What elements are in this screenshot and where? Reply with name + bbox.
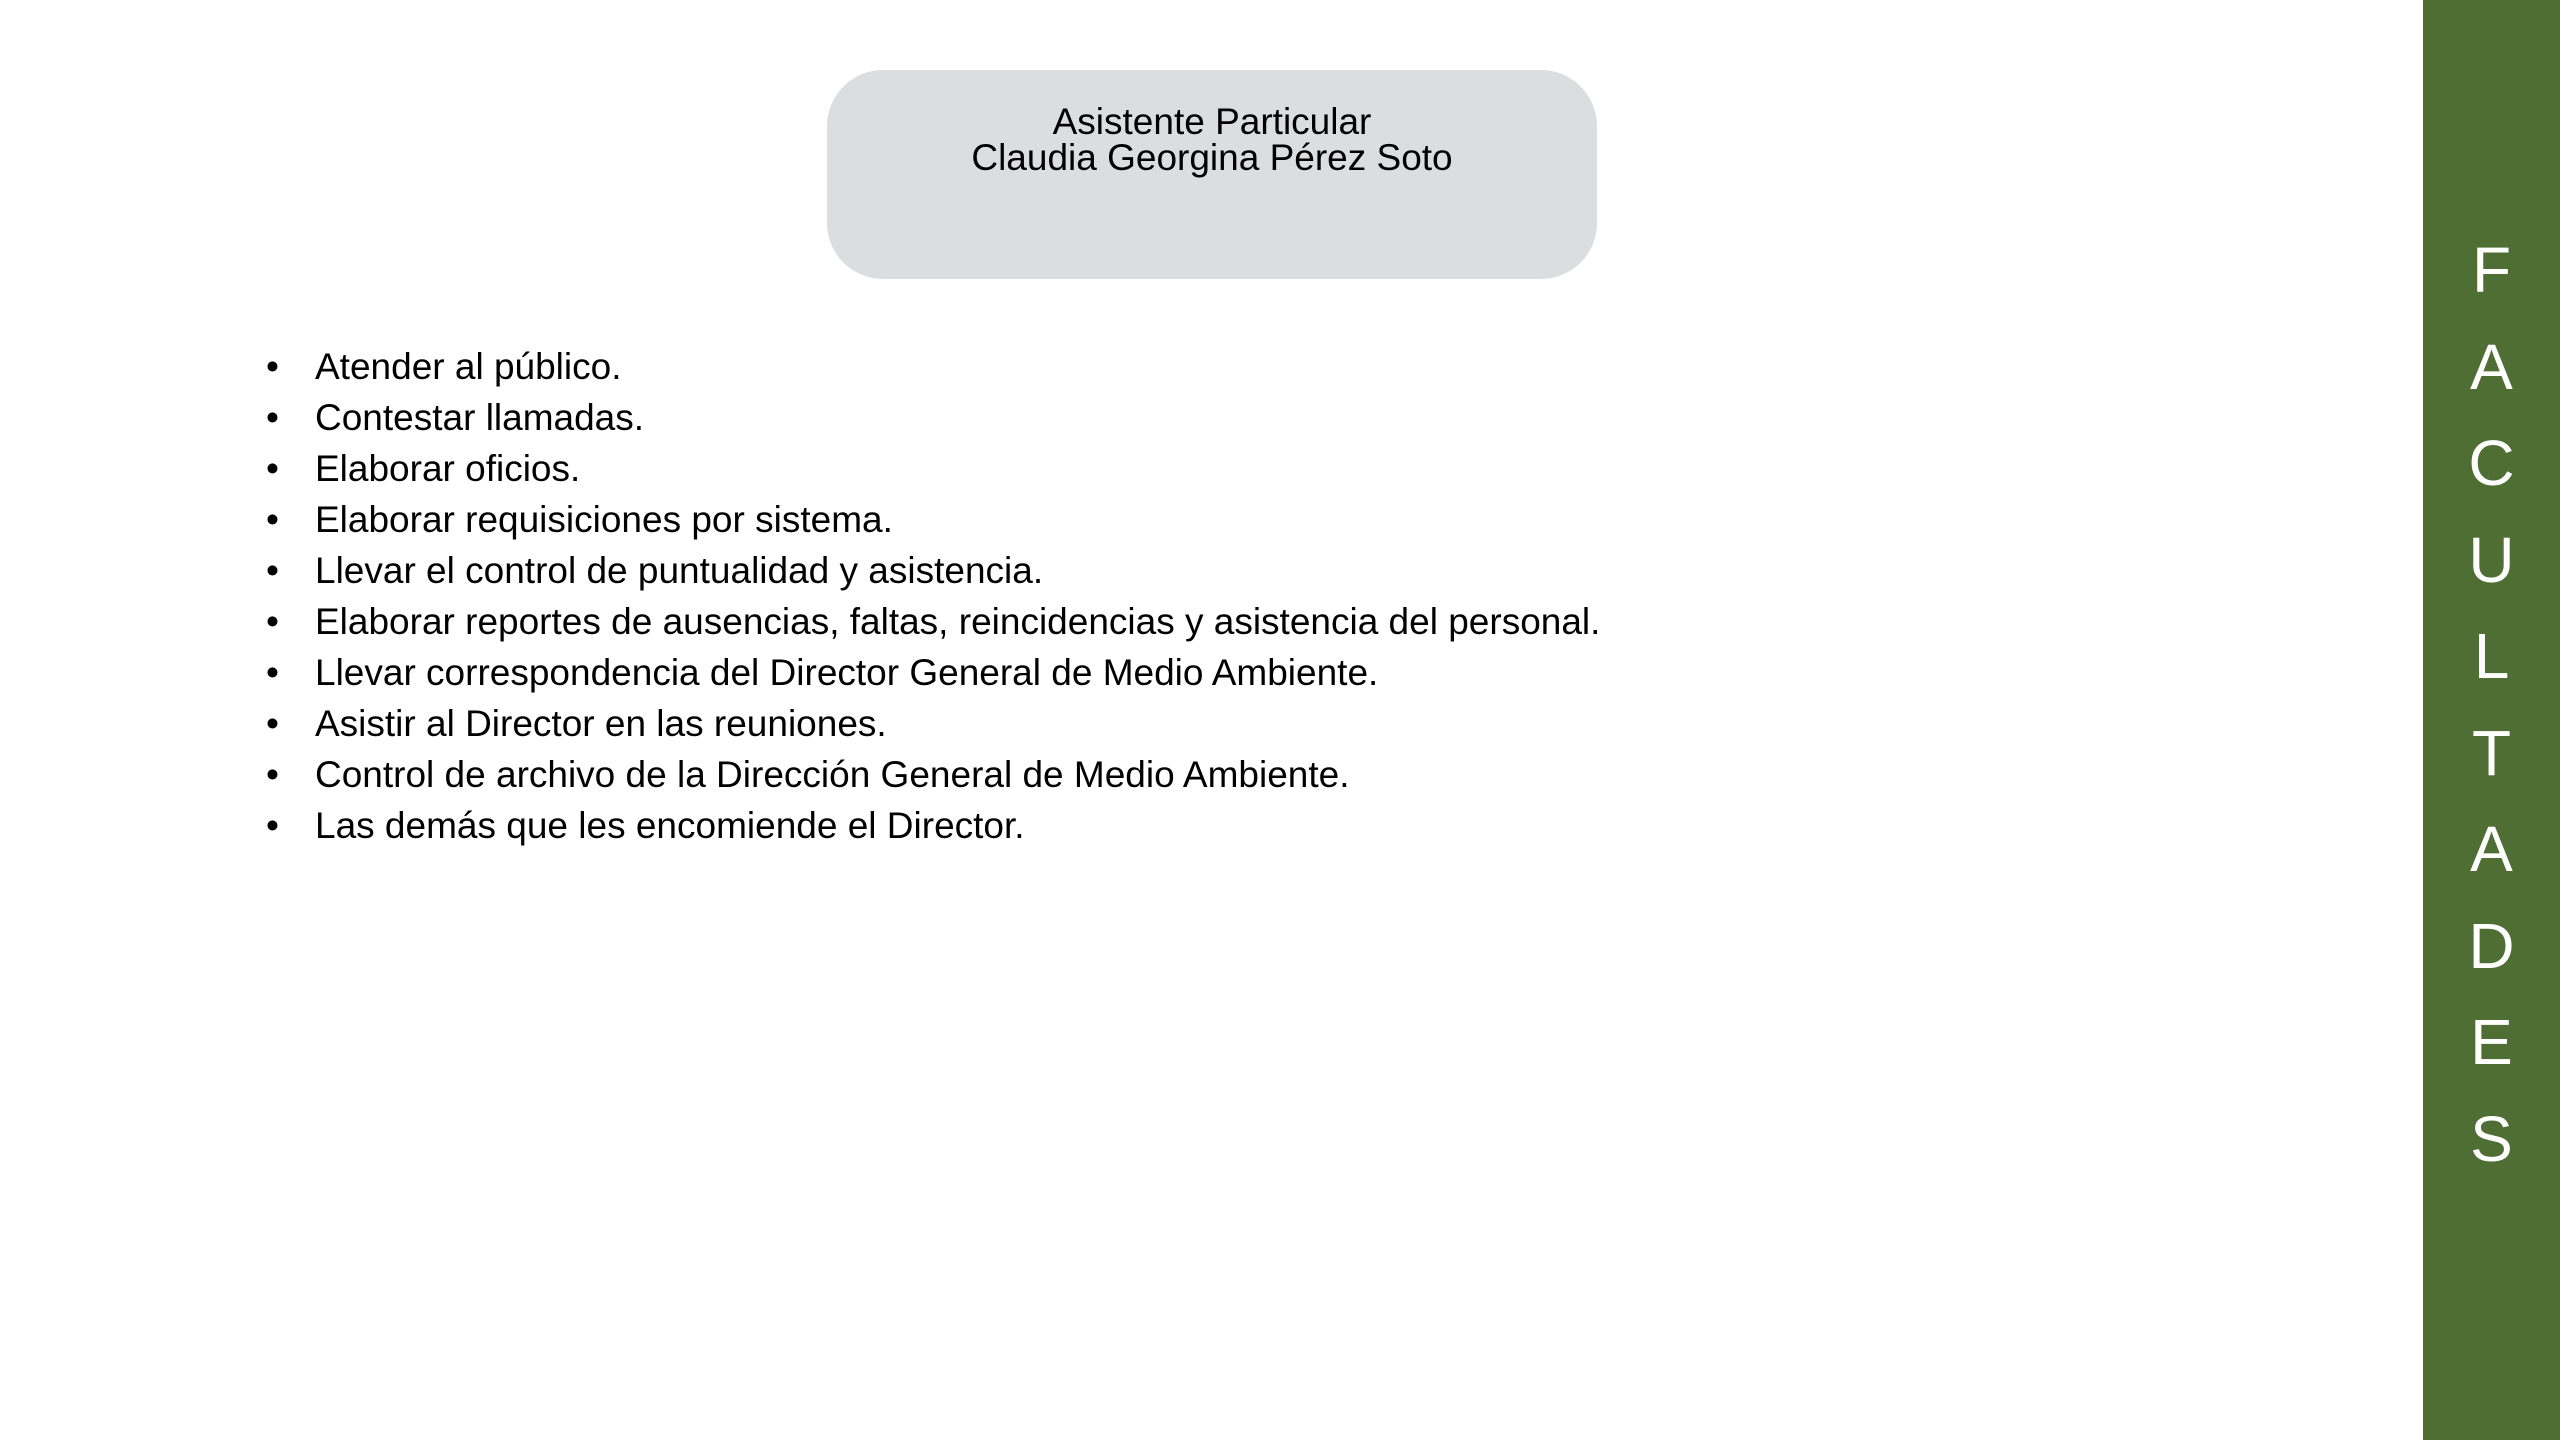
duty-text: Las demás que les encomiende el Director. [315,805,1025,846]
duty-text: Elaborar reportes de ausencias, faltas, reincidencias y asistencia del personal. [315,601,1601,642]
list-item [266,443,1600,494]
duty-text: Contestar llamadas. [315,397,645,438]
sidebar-vertical-label [2423,222,2560,1187]
sidebar-letter: E [2470,1006,2513,1078]
list-item [266,392,1600,443]
bullet-icon: • [266,754,279,795]
facultades-sidebar [2423,0,2560,1440]
position-title: Asistente Particular [1052,101,1372,142]
sidebar-letter: U [2468,523,2515,596]
list-item [266,494,1600,545]
bullet-icon: • [266,805,279,846]
bullet-icon: • [266,397,279,438]
sidebar-letter: A [2470,330,2513,403]
list-item [266,698,1600,749]
duty-text: Control de archivo de la Dirección General de Medio Ambiente. [315,754,1350,795]
bullet-icon: • [266,499,279,540]
position-header-box [827,70,1597,279]
duties-list [266,341,1600,851]
list-item [266,545,1600,596]
duty-text: Llevar el control de puntualidad y asistencia. [315,550,1044,591]
bullet-icon: • [266,346,279,387]
duty-text: Llevar correspondencia del Director General de Medio Ambiente. [315,652,1379,693]
sidebar-letter: T [2471,716,2512,789]
bullet-icon: • [266,601,279,642]
sidebar-letter: C [2468,427,2515,499]
bullet-icon: • [266,448,279,489]
sidebar-letter: F [2471,234,2512,306]
sidebar-letter: L [2473,620,2510,692]
list-item [266,647,1600,698]
list-item [266,341,1600,392]
sidebar-letter: D [2468,909,2515,982]
bullet-icon: • [266,550,279,591]
duty-text: Elaborar requisiciones por sistema. [315,499,893,540]
duty-text: Asistir al Director en las reuniones. [315,703,887,744]
person-name: Claudia Georgina Pérez Soto [971,137,1453,178]
list-item [266,596,1600,647]
list-item [266,749,1600,800]
bullet-icon: • [266,652,279,693]
bullet-icon: • [266,703,279,744]
list-item [266,800,1600,851]
sidebar-letter: A [2470,813,2513,885]
duty-text: Elaborar oficios. [315,448,581,489]
duty-text: Atender al público. [315,346,622,387]
sidebar-letter: S [2470,1102,2513,1175]
